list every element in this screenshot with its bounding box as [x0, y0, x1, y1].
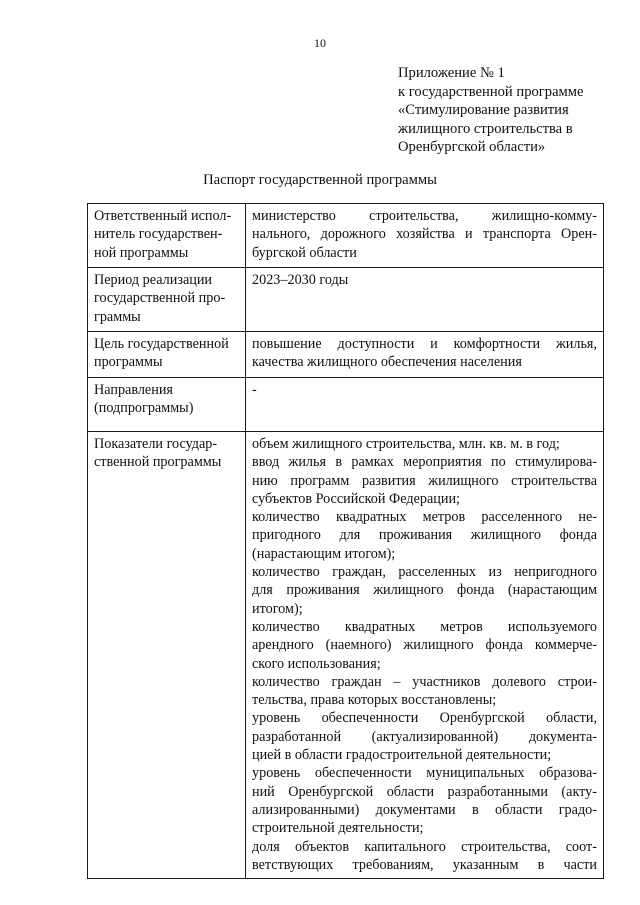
value-line: повышение доступности и комфортности жилья, — [252, 336, 597, 352]
appendix-line: Приложение № 1 — [398, 65, 505, 81]
value-line: строительной деятельности; — [252, 820, 424, 837]
label-line: Период реализации — [94, 272, 213, 288]
row-value — [246, 332, 604, 378]
value-line: итогом); — [252, 600, 303, 617]
table-row-indicators — [88, 432, 604, 879]
value-line: пригодного для проживания жилищного фонда — [252, 527, 597, 544]
value-line: для проживания жилищного фонда (нарастающим — [252, 582, 597, 599]
value-line: арендного (наемного) жилищного фонда коммерче- — [252, 637, 597, 654]
value-line: доля объектов капитального строительства, соот- — [252, 838, 597, 855]
appendix-line: Оренбургской области» — [398, 139, 546, 156]
table-row-program-goal — [88, 332, 604, 378]
appendix-line: к государственной программе — [398, 83, 584, 100]
value-line: субъектов Российской Федерации; — [252, 490, 460, 507]
value-line: количество граждан, расселенных из непригодного — [252, 564, 597, 581]
appendix-line: «Стимулирование развития — [398, 102, 569, 119]
appendix-line: жилищного строительства в — [398, 120, 573, 137]
label-line: Направления — [94, 382, 173, 398]
value-line: (нарастающим итогом); — [252, 545, 396, 562]
row-value — [246, 432, 604, 879]
row-value — [246, 378, 604, 432]
row-label — [88, 378, 246, 432]
row-label — [88, 332, 246, 378]
row-value — [246, 268, 604, 332]
appendix-header — [398, 64, 628, 157]
value-line: нию программ развития жилищного строительства — [252, 472, 597, 489]
value-line: количество граждан – участников долевого строи- — [252, 673, 597, 690]
value-line: уровень обеспеченности муниципальных образова- — [252, 765, 597, 782]
label-line: ной программы — [94, 244, 189, 261]
label-line: государственной про- — [94, 290, 226, 307]
table-row-implementation-period — [88, 268, 604, 332]
value-line: ветствующих требованиям, указанным в части — [252, 856, 597, 873]
value-line: количество квадратных метров расселенного не- — [252, 509, 597, 526]
value-line: тельства, права которых восстановлены; — [252, 692, 497, 709]
value-line: ввод жилья в рамках мероприятия по стимулирова- — [252, 454, 597, 471]
value-line: качества жилищного обеспечения населения — [252, 354, 522, 371]
row-value — [246, 204, 604, 268]
value-line: 2023–2030 годы — [252, 272, 349, 288]
value-line: цией в области градостроительной деятельности; — [252, 747, 552, 764]
value-line: ний Оренбургской области разработанными (акту- — [252, 783, 597, 800]
row-label — [88, 204, 246, 268]
label-line: ственной программы — [94, 454, 222, 471]
value-line: разработанной (актуализированной) документа- — [252, 728, 597, 745]
label-line: программы — [94, 354, 163, 371]
page-number: 10 — [314, 36, 326, 50]
row-label — [88, 432, 246, 879]
label-line: нитель государствен- — [94, 226, 223, 243]
value-line: министерство строительства, жилищно-комму- — [252, 208, 597, 224]
value-line: нального, дорожного хозяйства и транспорта Орен- — [252, 226, 597, 243]
label-line: Цель государственной — [94, 336, 229, 352]
value-line: количество квадратных метров используемого — [252, 618, 597, 635]
table-row-responsible-executor — [88, 204, 604, 268]
document-title: Паспорт государственной программы — [203, 172, 437, 188]
program-passport-table — [87, 203, 604, 879]
value-line: ализированными) документами в области градо- — [252, 801, 597, 818]
table-row-directions — [88, 378, 604, 432]
value-line: - — [252, 382, 257, 398]
label-line: Ответственный испол- — [94, 208, 232, 224]
row-label — [88, 268, 246, 332]
value-line: бургской области — [252, 244, 357, 261]
label-line: (подпрограммы) — [94, 400, 194, 417]
value-line: ского использования; — [252, 655, 381, 672]
value-line: уровень обеспеченности Оренбургской области, — [252, 710, 597, 727]
value-line: объем жилищного строительства, млн. кв. м. в год; — [252, 436, 560, 452]
label-line: граммы — [94, 308, 141, 325]
label-line: Показатели государ- — [94, 436, 218, 452]
